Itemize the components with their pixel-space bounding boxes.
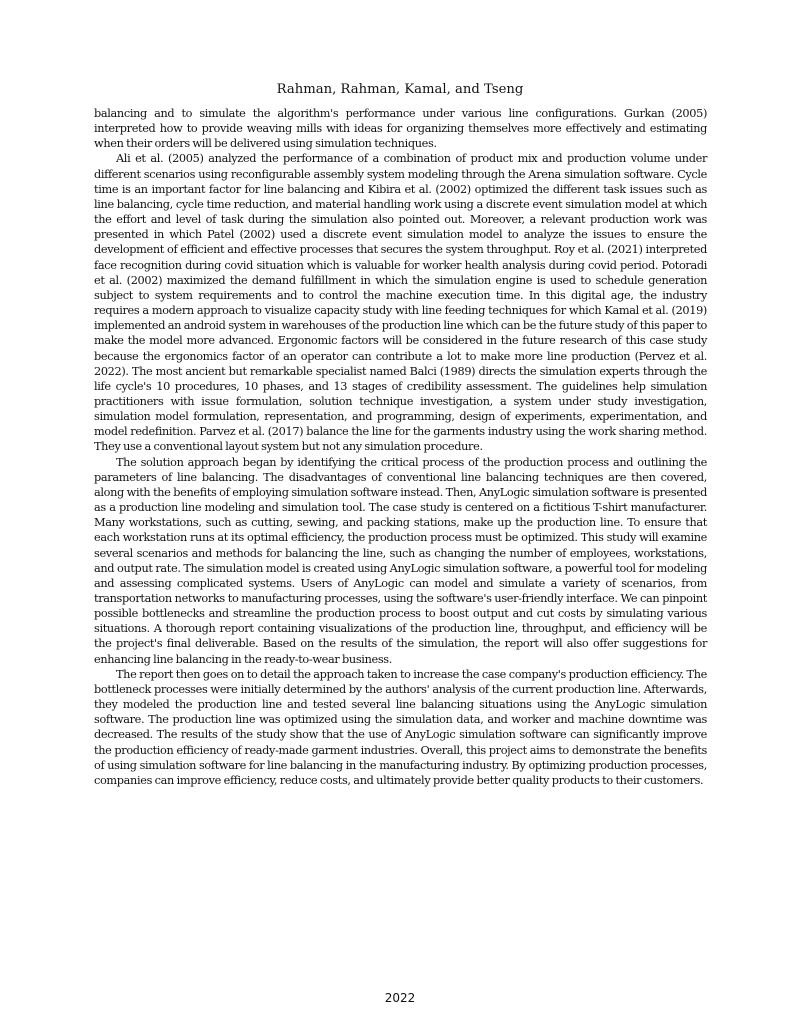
paragraph-solution-approach: The solution approach began by identifying the critical process of the production process and outlining the parameters of line balancing. The disadvantages of conventional line balancing techniques are then covered, along with the benefits of employing simulation software instead. Then, AnyLogic simulation software is presented as a production line modeling and simulation tool. The case study is centered on a fictitious T-shirt manufacturer. Many workstations, such as cutting, sewing, and packing stations, make up the production line. To ensure that each workstation runs at its optimal efficiency, the production process must be optimized. This study will examine several scenarios and methods for balancing the line, such as changing the number of employees, workstations, and output rate. The simulation model is created using AnyLogic simulation software, a powerful tool for modeling and assessing complicated systems. Users of AnyLogic can model and simulate a variety of scenarios, from transportation networks to manufacturing processes, using the software's user-friendly interface. We can pinpoint possible bottlenecks and streamline the production process to boost output and cut costs by simulating various situations. A thorough report containing visualizations of the production line, throughput, and efficiency will be the project's final deliverable. Based on the results of the simulation, the report will also offer suggestions for enhancing line balancing in the ready-to-wear business. [94, 455, 707, 666]
paragraph-literature-review: Ali et al. (2005) analyzed the performance of a combination of product mix and production volume under different scenarios using reconfigurable assembly system modeling through the Arena simulation software. Cycle time is an important factor for line balancing and Kibira et al. (2002) optimized the different task issues such as line balancing, cycle time reduction, and material handling work using a discrete event simulation model at which the effort and level of task during the simulation also pointed out. Moreover, a relevant production work was presented in which Patel (2002) used a discrete event simulation model to analyze the issues to ensure the development of efficient and effective processes that secures the system throughput. Roy et al. (2021) interpreted face recognition during covid situation which is valuable for worker health analysis during covid period. Potoradi et al. (2002) maximized the demand fulfillment in which the simulation engine is used to schedule generation subject to system requirements and to control the machine execution time. In this digital age, the industry requires a modern approach to visualize capacity study with line feeding techniques for which Kamal et al. (2019) implemented an android system in warehouses of the production line which can be the future study of this paper to make the model more advanced. Ergonomic factors will be considered in the future research of this case study because the ergonomics factor of an operator can contribute a lot to make more line production (Pervez et al. 2022). The most ancient but remarkable specialist named Balci (1989) directs the simulation experts through the life cycle's 10 procedures, 10 phases, and 13 stages of credibility assessment. The guidelines help simulation practitioners with issue formulation, solution technique investigation, a system under study investigation, simulation model formulation, representation, and programming, design of experiments, experimentation, and model redefinition. Parvez et al. (2017) balance the line for the garments industry using the work sharing method. They use a conventional layout system but not any simulation procedure. [94, 152, 707, 454]
body-text [94, 106, 707, 788]
page-number: 2022 [384, 991, 416, 1005]
paragraph-continuation: balancing and to simulate the algorithm's performance under various line configurations. Gurkan (2005) interpreted how to provide weaving mills with ideas for organizing themselves more effectively and estimating when their orders will be delivered using simulation techniques. [94, 107, 707, 151]
running-header: Rahman, Rahman, Kamal, and Tseng [276, 82, 524, 97]
paragraph-report-summary: The report then goes on to detail the approach taken to increase the case company's production efficiency. The bottleneck processes were initially determined by the authors' analysis of the current production line. Afterwards, they modeled the production line and tested several line balancing situations using the AnyLogic simulation software. The production line was optimized using the simulation data, and worker and machine downtime was decreased. The results of the study show that the use of AnyLogic simulation software can significantly improve the production efficiency of ready-made garment industries. Overall, this project aims to demonstrate the benefits of using simulation software for line balancing in the manufacturing industry. By optimizing production processes, companies can improve efficiency, reduce costs, and ultimately provide better quality products to their customers. [94, 667, 707, 787]
